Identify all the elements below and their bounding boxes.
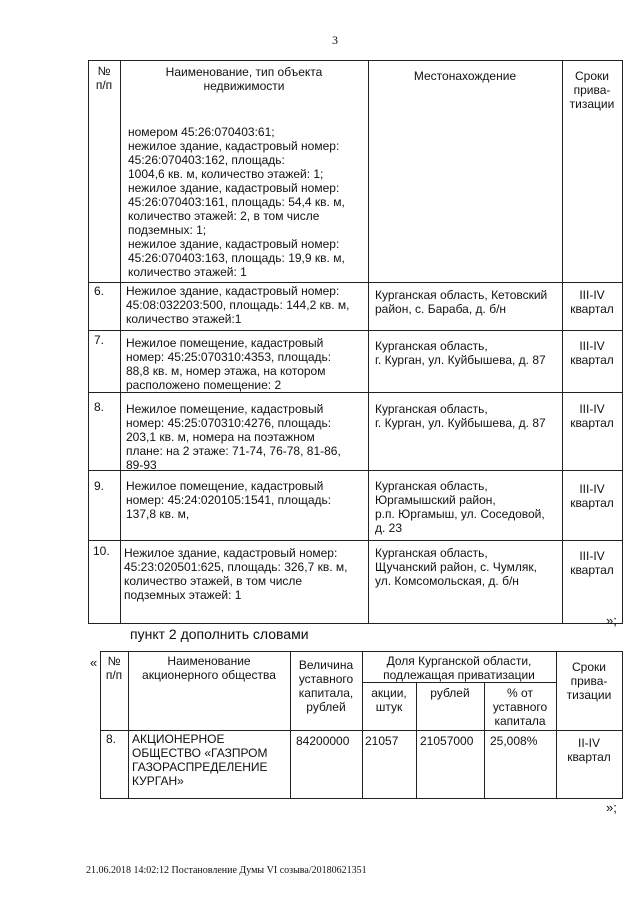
header-percent: % от уставного капитала [492,686,548,728]
row-company-name: АКЦИОНЕРНОЕ ОБЩЕСТВО «ГАЗПРОМ ГАЗОРАСПРЕДЕЛЕНИЕ КУРГАН» [132,732,268,788]
header-term: Сроки прива- тизации [566,660,612,702]
row-location: Курганская область, Щучанский район, с. Чумляк, ул. Комсомольская, д. б/н [375,546,537,588]
row-term: III-IV квартал [570,402,614,430]
continuation-text: номером 45:26:070403:61; нежилое здание, кадастровый номер: 45:26:070403:162, площадь: 1004,6 кв. м, количество этажей: 1; нежилое здание, кадастровый номер: 45:26:070403:161, площадь: 54,4 кв. м, количество этажей: 2, в том числе подземных: 1; нежилое здание, кадастровый номер: 45:26:070403:163, площадь: 19,9 кв. м, количество этажей: 1 [128,125,345,279]
row-location: Курганская область, г. Курган, ул. Куйбышева, д. 87 [375,339,546,367]
row-shares: 21057 [365,734,399,748]
row-term: III-IV квартал [570,549,614,577]
table-rule [88,540,622,541]
table-rule [362,682,556,683]
table-border-top [88,60,622,61]
company-table [100,651,622,799]
table-rule [88,282,622,283]
header-shares: акции, штук [371,686,407,714]
row-capital: 84200000 [296,734,350,748]
paragraph-2-heading: пункт 2 дополнить словами [130,626,309,642]
row-location: Курганская область, г. Курган, ул. Куйбышева, д. 87 [375,402,546,430]
closing-quote: »; [606,800,617,815]
row-location: Курганская область, Кетовский район, с. Бараба, д. б/н [375,288,548,316]
row-name: Нежилое помещение, кадастровый номер: 45:25:070310:4276, площадь: 203,1 кв. м, номера на поэтажном плане: на 2 этаже: 71-74, 76-78, 81-86, 89-93 [126,402,341,472]
table-rule [88,392,622,393]
table-rule [100,730,622,731]
row-term: II-IV квартал [567,736,611,764]
row-term: III-IV квартал [570,288,614,316]
header-share-group: Доля Курганской области, подлежащая приватизации [383,654,535,682]
header-capital: Величина уставного капитала, рублей [298,658,354,714]
row-name: Нежилое помещение, кадастровый номер: 45:24:020105:1541, площадь: 137,8 кв. м, [126,479,332,521]
page-number: 3 [332,33,338,47]
row-number: 8. [106,732,117,746]
closing-quote: »; [606,613,617,628]
row-name: Нежилое помещение, кадастровый номер: 45:25:070310:4353, площадь: 88,8 кв. м, номер этажа, на котором расположено помещение: 2 [126,336,332,392]
table-border-right [622,651,623,799]
row-percent: 25,008% [490,734,538,748]
header-name: Наименование, тип объекта недвижимости [165,65,323,93]
row-number: 8. [94,400,105,414]
objects-table [88,60,622,624]
row-term: III-IV квартал [570,339,614,367]
header-company-name: Наименование акционерного общества [142,654,276,682]
table-border-top [100,651,622,652]
row-name: Нежилое здание, кадастровый номер: 45:23:020501:625, площадь: 326,7 кв. м, количество этажей, в том числе подземных этажей: 1 [124,546,348,602]
header-num: № п/п [95,64,113,92]
row-number: 10. [93,544,110,558]
header-term: Сроки прива- тизации [569,69,615,111]
header-rubles: рублей [430,686,470,700]
row-term: III-IV квартал [570,482,614,510]
row-rubles: 21057000 [420,734,474,748]
table-border-right [622,60,623,624]
row-number: 7. [94,333,105,347]
header-location: Местонахождение [413,69,517,83]
table-border-bottom [88,623,622,624]
footer-stamp: 21.06.2018 14:02:12 Постановление Думы VI созыва/20180621351 [86,865,367,876]
row-number: 9. [94,479,105,493]
table-rule [88,330,622,331]
table-border-bottom [100,798,622,799]
header-num: № п/п [105,654,123,682]
row-number: 6. [94,284,105,298]
row-location: Курганская область, Юргамышский район, р.п. Юргамыш, ул. Соседовой, д. 23 [375,479,545,535]
opening-quote: « [90,655,98,670]
row-name: Нежилое здание, кадастровый номер: 45:08:032203:500, площадь: 144,2 кв. м, количество этажей:1 [126,284,350,326]
